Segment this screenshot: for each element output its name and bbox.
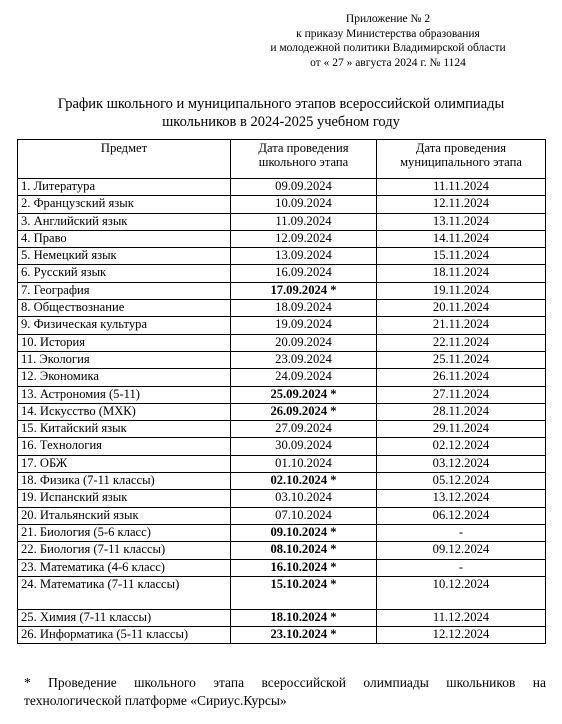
- municipal-date-cell: -: [377, 559, 546, 576]
- municipal-date-cell: 28.11.2024: [377, 403, 546, 420]
- municipal-date-cell: 18.11.2024: [377, 265, 546, 282]
- table-row: [18, 609, 546, 626]
- appendix-order-date: от « 27 » августа 2024 г. № 1124: [310, 56, 466, 69]
- subject-cell: 5. Немецкий язык: [18, 248, 231, 265]
- subject-cell: 9. Физическая культура: [18, 317, 231, 334]
- table-row: [18, 403, 546, 420]
- municipal-date-cell: 03.12.2024: [377, 455, 546, 472]
- table-row: [18, 627, 546, 644]
- school-date-cell: 09.10.2024 *: [231, 524, 377, 541]
- subject-cell: 2. Французский язык: [18, 196, 231, 213]
- school-date-cell: 03.10.2024: [231, 490, 377, 507]
- municipal-date-cell: 06.12.2024: [377, 507, 546, 524]
- school-date-cell: 01.10.2024: [231, 455, 377, 472]
- table-row: [18, 490, 546, 507]
- table-row: [18, 369, 546, 386]
- table-row: [18, 455, 546, 472]
- school-date-cell: 25.09.2024 *: [231, 386, 377, 403]
- school-date-cell: 18.10.2024 *: [231, 609, 377, 626]
- municipal-date-cell: 09.12.2024: [377, 542, 546, 559]
- subject-cell: 20. Итальянский язык: [18, 507, 231, 524]
- school-date-cell: 30.09.2024: [231, 438, 377, 455]
- subject-cell: 23. Математика (4-6 класс): [18, 559, 231, 576]
- school-date-cell: 08.10.2024 *: [231, 542, 377, 559]
- municipal-date-cell: 21.11.2024: [377, 317, 546, 334]
- municipal-date-cell: 20.11.2024: [377, 300, 546, 317]
- schedule-table: [17, 139, 546, 644]
- title-line-2: школьников в 2024-2025 учебном году: [162, 114, 400, 130]
- municipal-date-cell: 14.11.2024: [377, 230, 546, 247]
- table-row: [18, 421, 546, 438]
- subject-cell: 13. Астрономия (5-11): [18, 386, 231, 403]
- municipal-date-cell: 11.11.2024: [377, 179, 546, 196]
- municipal-date-cell: 05.12.2024: [377, 473, 546, 490]
- subject-cell: 1. Литература: [18, 179, 231, 196]
- school-date-cell: 16.09.2024: [231, 265, 377, 282]
- school-date-cell: 20.09.2024: [231, 334, 377, 351]
- subject-cell: 10. История: [18, 334, 231, 351]
- table-row: [18, 524, 546, 541]
- subject-cell: 25. Химия (7-11 классы): [18, 609, 231, 626]
- school-date-cell: 18.09.2024: [231, 300, 377, 317]
- subject-cell: 18. Физика (7-11 классы): [18, 473, 231, 490]
- table-row: [18, 351, 546, 368]
- municipal-date-cell: 15.11.2024: [377, 248, 546, 265]
- municipal-date-cell: 26.11.2024: [377, 369, 546, 386]
- school-date-cell: 11.09.2024: [231, 213, 377, 230]
- municipal-date-cell: 19.11.2024: [377, 282, 546, 299]
- header-subject: Предмет: [18, 140, 231, 179]
- table-row: [18, 230, 546, 247]
- subject-cell: 14. Искусство (МХК): [18, 403, 231, 420]
- school-date-cell: 16.10.2024 *: [231, 559, 377, 576]
- table-row: [18, 213, 546, 230]
- appendix-ministry: и молодежной политики Владимирской области: [270, 42, 506, 55]
- school-date-cell: 09.09.2024: [231, 179, 377, 196]
- footnote-line-2: технологической платформе «Сириус.Курсы»: [24, 693, 287, 708]
- footnote: [24, 674, 546, 710]
- school-date-cell: 17.09.2024 *: [231, 282, 377, 299]
- table-row: [18, 334, 546, 351]
- school-date-cell: 13.09.2024: [231, 248, 377, 265]
- municipal-date-cell: 25.11.2024: [377, 351, 546, 368]
- municipal-date-cell: 27.11.2024: [377, 386, 546, 403]
- school-date-cell: 10.09.2024: [231, 196, 377, 213]
- table-row: [18, 386, 546, 403]
- document-title: [0, 95, 562, 131]
- appendix-order-ref: к приказу Министерства образования: [296, 27, 480, 40]
- municipal-date-cell: 12.11.2024: [377, 196, 546, 213]
- school-date-cell: 26.09.2024 *: [231, 403, 377, 420]
- municipal-date-cell: 11.12.2024: [377, 609, 546, 626]
- subject-cell: 12. Экономика: [18, 369, 231, 386]
- table-header-row: [18, 140, 546, 179]
- header-school-date: Дата проведения школьного этапа: [231, 140, 377, 179]
- table-row: [18, 248, 546, 265]
- subject-cell: 11. Экология: [18, 351, 231, 368]
- subject-cell: 16. Технология: [18, 438, 231, 455]
- subject-cell: 7. География: [18, 282, 231, 299]
- municipal-date-cell: 13.12.2024: [377, 490, 546, 507]
- municipal-date-cell: 22.11.2024: [377, 334, 546, 351]
- municipal-date-cell: 29.11.2024: [377, 421, 546, 438]
- subject-cell: 17. ОБЖ: [18, 455, 231, 472]
- table-row: [18, 438, 546, 455]
- subject-cell: 26. Информатика (5-11 классы): [18, 627, 231, 644]
- subject-cell: 19. Испанский язык: [18, 490, 231, 507]
- school-date-cell: 19.09.2024: [231, 317, 377, 334]
- appendix-number: Приложение № 2: [345, 13, 431, 25]
- table-row: [18, 179, 546, 196]
- school-date-cell: 23.09.2024: [231, 351, 377, 368]
- title-line-1: График школьного и муниципального этапов всероссийской олимпиады: [57, 96, 505, 112]
- footnote-line-1: * Проведение школьного этапа всероссийской олимпиады школьников на: [24, 675, 546, 690]
- subject-cell: 22. Биология (7-11 классы): [18, 542, 231, 559]
- municipal-date-cell: 10.12.2024: [377, 576, 546, 609]
- municipal-date-cell: -: [377, 524, 546, 541]
- table-row: [18, 282, 546, 299]
- table-row: [18, 196, 546, 213]
- municipal-date-cell: 12.12.2024: [377, 627, 546, 644]
- school-date-cell: 12.09.2024: [231, 230, 377, 247]
- school-date-cell: 15.10.2024 *: [231, 576, 377, 609]
- table-row: [18, 300, 546, 317]
- subject-cell: 24. Математика (7-11 классы): [18, 576, 231, 609]
- table-row: [18, 473, 546, 490]
- table-row: [18, 265, 546, 282]
- header-municipal-date: Дата проведения муниципального этапа: [377, 140, 546, 179]
- municipal-date-cell: 13.11.2024: [377, 213, 546, 230]
- subject-cell: 4. Право: [18, 230, 231, 247]
- appendix-header: [228, 12, 548, 70]
- subject-cell: 3. Английский язык: [18, 213, 231, 230]
- subject-cell: 21. Биология (5-6 класс): [18, 524, 231, 541]
- school-date-cell: 02.10.2024 *: [231, 473, 377, 490]
- table-row: [18, 559, 546, 576]
- municipal-date-cell: 02.12.2024: [377, 438, 546, 455]
- school-date-cell: 24.09.2024: [231, 369, 377, 386]
- school-date-cell: 23.10.2024 *: [231, 627, 377, 644]
- table-row: [18, 507, 546, 524]
- subject-cell: 8. Обществознание: [18, 300, 231, 317]
- subject-cell: 15. Китайский язык: [18, 421, 231, 438]
- table-row: [18, 317, 546, 334]
- table-row: [18, 542, 546, 559]
- school-date-cell: 07.10.2024: [231, 507, 377, 524]
- table-row: [18, 576, 546, 609]
- school-date-cell: 27.09.2024: [231, 421, 377, 438]
- subject-cell: 6. Русский язык: [18, 265, 231, 282]
